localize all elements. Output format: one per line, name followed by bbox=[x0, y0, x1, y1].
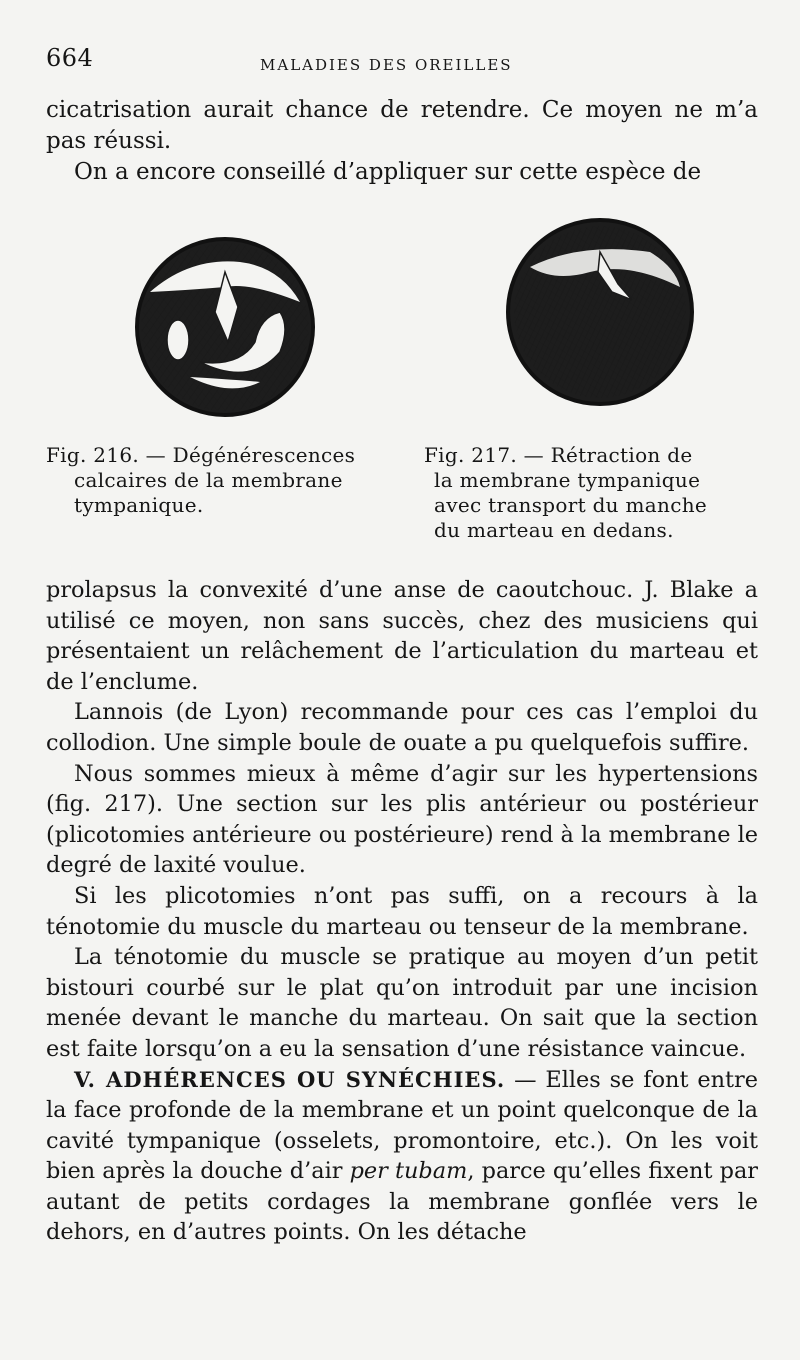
figure-216-caption bbox=[46, 443, 406, 518]
page-header bbox=[46, 44, 756, 84]
paragraph: prolapsus la convexité d’une anse de caoutchouc. J. Blake a utilisé ce moyen, non sans succès, chez des musiciens qui présentaient un relâchement de l’articulation du marteau et de l’enclume. bbox=[46, 577, 758, 695]
caption-line: tympanique. bbox=[74, 493, 204, 517]
caption-line: du marteau en dedans. bbox=[434, 518, 674, 542]
figure-217-caption bbox=[424, 443, 758, 543]
top-text bbox=[46, 95, 758, 188]
figures-area bbox=[120, 212, 700, 422]
caption-line: Fig. 217. — Rétraction de bbox=[424, 443, 693, 467]
caption-line: calcaires de la membrane bbox=[74, 468, 343, 492]
section-heading: V. ADHÉRENCES OU SYNÉCHIES. bbox=[74, 1066, 506, 1092]
caption-line: la membrane tympanique bbox=[434, 468, 701, 492]
paragraph-text: — Elles se font entre la face profonde de la membrane et un point quelconque de la cavité tympanique (osselets, promontoire, etc.). On les voit bien après la douche d’air bbox=[46, 1066, 758, 1185]
figure-216-illustration bbox=[130, 232, 320, 422]
page-number: 664 bbox=[46, 44, 94, 72]
paragraph: Nous sommes mieux à même d’agir sur les hypertensions (fig. 217). Une section sur les plis antérieur ou postérieur (plicotomies antérieure ou postérieure) rend à la membrane le degré de laxité voulue. bbox=[46, 760, 758, 879]
paragraph: Lannois (de Lyon) recommande pour ces cas l’emploi du collodion. Une simple boule de ouate a pu quelquefois suffire. bbox=[46, 699, 758, 756]
paragraph: On a encore conseillé d’appliquer sur cette espèce de bbox=[74, 159, 702, 185]
running-title: MALADIES DES OREILLES bbox=[260, 56, 513, 74]
italic-term: per tubam bbox=[349, 1158, 468, 1185]
body-text bbox=[46, 575, 758, 1248]
paragraph bbox=[46, 1065, 758, 1249]
caption-line: avec transport du manche bbox=[434, 493, 708, 517]
paragraph-text: , parce qu’elles fixent par autant de petits cordages la membrane gonflée vers le dehors, en d’autres points. On les détache bbox=[46, 1158, 758, 1246]
paragraph: La ténotomie du muscle se pratique au moyen d’un petit bistouri courbé sur le plat qu’on introduit par une incision menée devant le manche du marteau. On sait que la section est faite lorsqu’on a eu la sensation d’une résistance vaincue. bbox=[46, 944, 758, 1062]
paragraph: Si les plicotomies n’ont pas suffi, on a recours à la ténotomie du muscle du marteau ou tenseur de la membrane. bbox=[46, 882, 758, 940]
figure-217-illustration bbox=[500, 212, 700, 412]
caption-line: Fig. 216. — Dégénérescences bbox=[46, 443, 356, 467]
paragraph: cicatrisation aurait chance de retendre. Ce moyen ne m’a pas réussi. bbox=[46, 97, 758, 154]
